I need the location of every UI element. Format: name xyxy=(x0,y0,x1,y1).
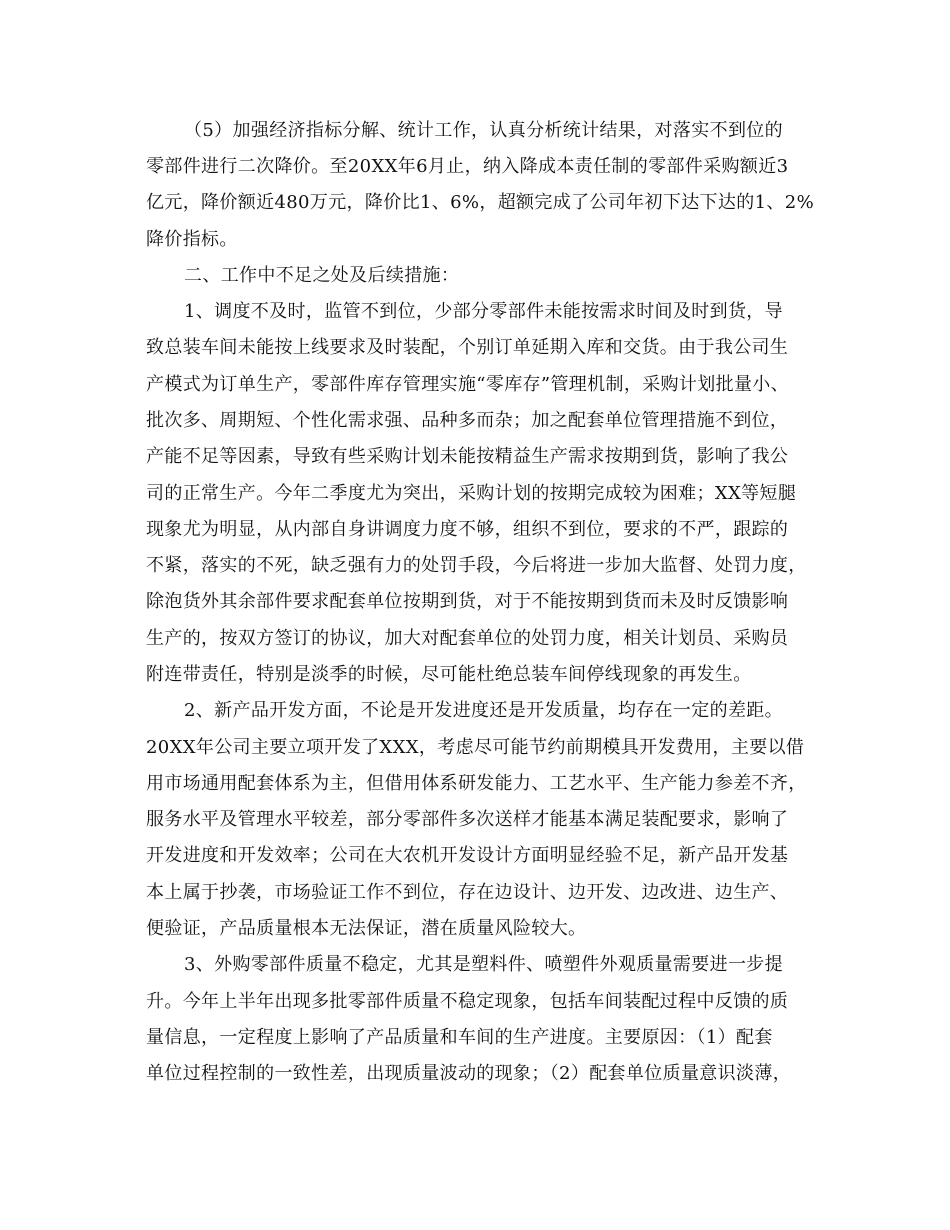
paragraph-line: 零部件进行二次降价。至20XX年6月止，纳入降成本责任制的零部件采购额近3 xyxy=(146,156,789,177)
paragraph-line: 升。今年上半年出现多批零部件质量不稳定现象，包括车间装配过程中反馈的质 xyxy=(146,991,789,1012)
paragraph-line: 20XX年公司主要立项开发了XXX，考虑尽可能节约前期模具开发费用，主要以借 xyxy=(146,737,805,758)
paragraph-line: 生产的，按双方签订的协议，加大对配套单位的处罚力度，相关计划员、采购员 xyxy=(146,628,789,649)
paragraph-line: 3、外购零部件质量不稳定，尤其是塑料件、喷塑件外观质量需要进一步提 xyxy=(184,954,783,975)
paragraph-line: 降价指标。 xyxy=(146,229,238,250)
paragraph-line: 附连带责任，特别是淡季的时候，尽可能杜绝总装车间停线现象的再发生。 xyxy=(146,664,752,685)
paragraph-line: 除泡货外其余部件要求配套单位按期到货，对于不能按期到货而未及时反馈影响 xyxy=(146,591,789,612)
paragraph-line: 批次多、周期短、个性化需求强、品种多而杂；加之配套单位管理措施不到位， xyxy=(146,410,789,431)
paragraph-line: 量信息，一定程度上影响了产品质量和车间的生产进度。主要原因：（1）配套 xyxy=(146,1027,773,1048)
paragraph-line: 本上属于抄袭，市场验证工作不到位，存在边设计、边开发、边改进、边生产、 xyxy=(146,882,789,903)
paragraph-line: 司的正常生产。今年二季度尤为突出，采购计划的按期完成较为困难；XX等短腿 xyxy=(146,483,797,504)
paragraph-line: 用市场通用配套体系为主，但借用体系研发能力、工艺水平、生产能力参差不齐， xyxy=(146,773,807,794)
paragraph-line: 致总装车间未能按上线要求及时装配，个别订单延期入库和交货。由于我公司生 xyxy=(146,337,789,358)
paragraph-line: 2、新产品开发方面，不论是开发进度还是开发质量，均存在一定的差距。 xyxy=(184,700,783,721)
section-heading: 二、工作中不足之处及后续措施： xyxy=(184,265,460,286)
paragraph-line: 现象尤为明显，从内部自身讲调度力度不够，组织不到位，要求的不严，跟踪的 xyxy=(146,519,789,540)
paragraph-line: 不紧，落实的不死，缺乏强有力的处罚手段，今后将进一步加大监督、处罚力度， xyxy=(146,555,807,576)
paragraph-line: 亿元，降价额近480万元，降价比1、6%，超额完成了公司年初下达下达的1、2% xyxy=(146,192,815,213)
paragraph-line: （5）加强经济指标分解、统计工作，认真分析统计结果，对落实不到位的 xyxy=(184,120,783,141)
paragraph-line: 产模式为订单生产，零部件库存管理实施“零库存”管理机制，采购计划批量小、 xyxy=(146,374,790,395)
paragraph-line: 便验证，产品质量根本无法保证，潜在质量风险较大。 xyxy=(146,918,587,939)
paragraph-line: 1、调度不及时，监管不到位，少部分零部件未能按需求时间及时到货，导 xyxy=(184,301,783,322)
paragraph-line: 产能不足等因素，导致有些采购计划未能按精益生产需求按期到货，影响了我公 xyxy=(146,446,789,467)
paragraph-line: 服务水平及管理水平较差，部分零部件多次送样才能基本满足装配要求，影响了 xyxy=(146,809,789,830)
paragraph-line: 单位过程控制的一致性差，出现质量波动的现象；（2）配套单位质量意识淡薄， xyxy=(146,1063,792,1084)
paragraph-line: 开发进度和开发效率；公司在大农机开发设计方面明显经验不足，新产品开发基 xyxy=(146,845,789,866)
